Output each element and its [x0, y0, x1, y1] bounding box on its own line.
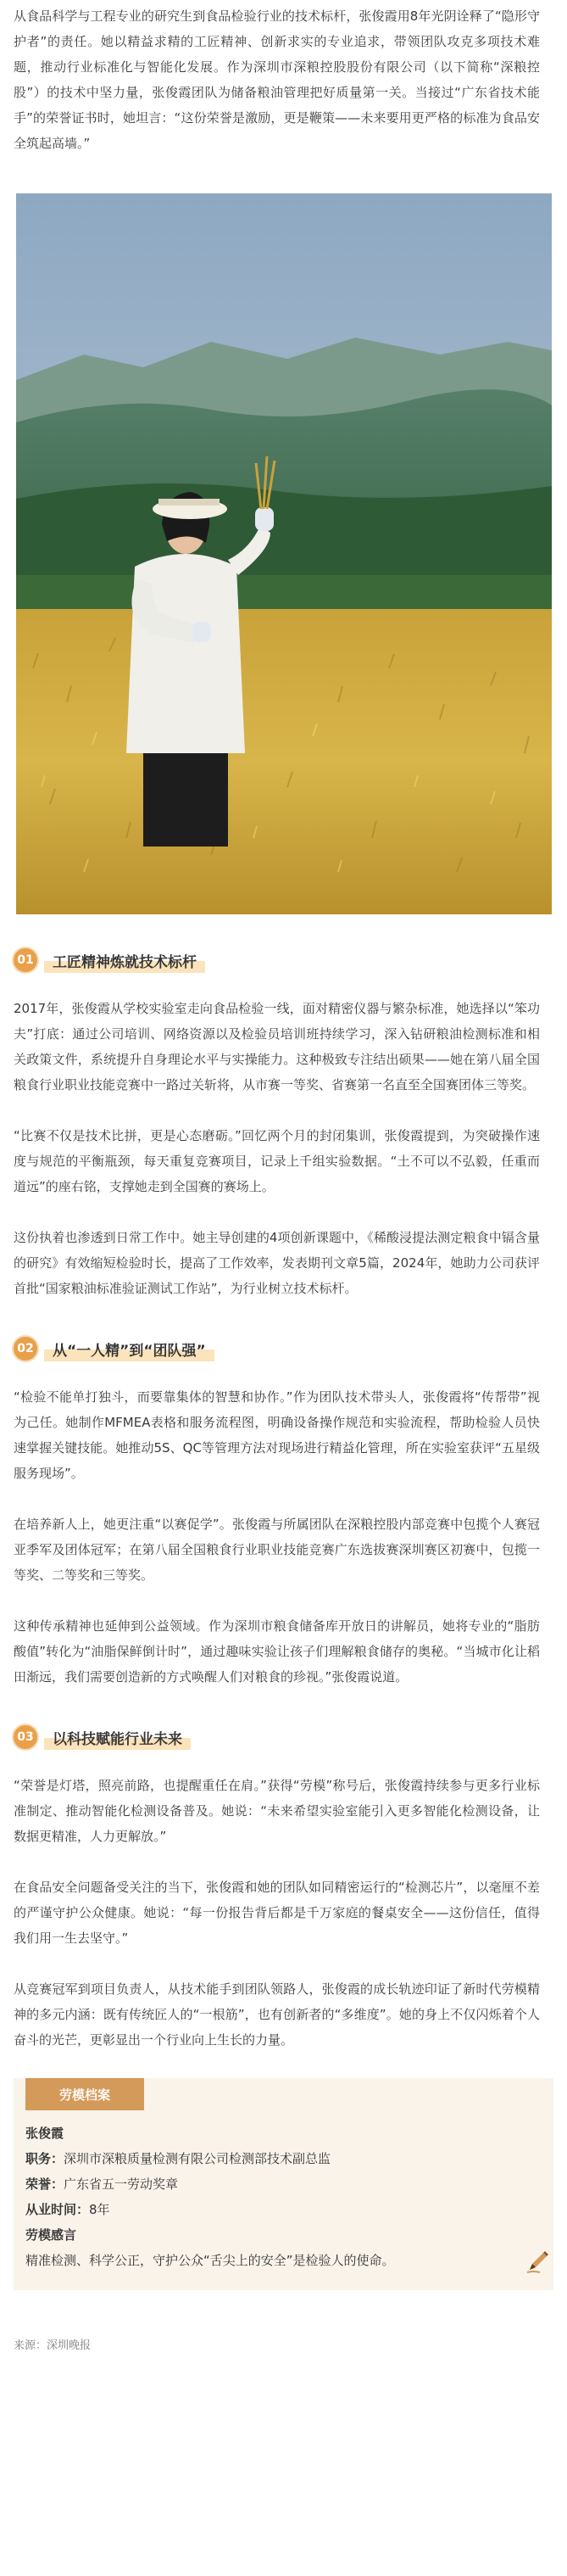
hero-photo: [16, 193, 552, 914]
source-note: 来源：深圳晚报: [14, 2339, 92, 2352]
section-1-heading: [12, 943, 567, 977]
section-2-paragraph-3: 这种传承精神也延伸到公益领域。作为深圳市粮食储备库开放日的讲解员，她将专业的“脂肪酸值”转化为“油脂保鲜倒计时”，通过趣味实验让孩子们理解粮食储存的奥秘。“当城市化让稻田渐远，我们需要创造新的方式唤醒人们对粮食的珍视。”张俊霞说道。: [14, 1618, 540, 1685]
profile-body: [25, 2121, 542, 2273]
profile-card: [14, 2078, 553, 2290]
profile-row-years: 从业时间：8年: [25, 2202, 110, 2217]
section-3-paragraph-3: 从竞赛冠军到项目负责人，从技术能手到团队领路人，张俊霞的成长轨迹印证了新时代劳模精神的多元内涵：既有传统匠人的“一根筋”，也有创新者的“多维度”。她的身上不仅闪烁着个人奋斗的光芒，更彰显出一个行业向上生长的力量。: [14, 1981, 540, 2048]
section-2-heading: [12, 1332, 567, 1366]
section-3-title: 以科技赋能行业未来: [44, 1724, 191, 1750]
profile-row-honor: 荣誉：广东省五一劳动奖章: [25, 2176, 179, 2192]
intro-paragraph: 从食品科学与工程专业的研究生到食品检验行业的技术标杆，张俊霞用8年光阴诠释了“隐形守护者”的责任。她以精益求精的工匠精神、创新求实的专业追求，带领团队攻克多项技术难题，推动行业标准化与智能化发展。作为深圳市深粮控股股份有限公司（以下简称“深粮控股”）的技术中坚力量，张俊霞团队为储备粮油管理把好质量第一关。当接过“广东省技术能手”的荣誉证书时，她坦言：“这份荣誉是激励，更是鞭策——未来要用更严格的标准为食品安全筑起高墙。”: [14, 8, 540, 151]
section-3-paragraph-2: 在食品安全问题备受关注的当下，张俊霞和她的团队如同精密运行的“检测芯片”，以毫厘不差的严谨守护公众健康。她说：“每一份报告背后都是千万家庭的餐桌安全——这份信任，值得我们用一生去坚守。”: [14, 1880, 540, 1946]
section-1-title: 工匠精神炼就技术标杆: [44, 947, 205, 973]
section-3-paragraph-1: “荣誉是灯塔，照亮前路，也提醒重任在肩。”获得“劳模”称号后，张俊霞持续参与更多行业标准制定、推动智能化检测设备普及。她说：“未来希望实验室能引入更多智能化检测设备，让数据更精准，人力更解放。”: [14, 1778, 540, 1844]
section-1-number: 01: [12, 947, 39, 974]
section-2-title: 从“一人精”到“团队强”: [44, 1336, 214, 1361]
section-2-number: 02: [12, 1335, 39, 1362]
profile-tab: 劳模档案: [25, 2078, 144, 2110]
profile-row-position: 职务：深圳市深粮质量检测有限公司检测部技术副总监: [25, 2151, 331, 2166]
section-1-paragraph-2: “比赛不仅是技术比拼，更是心态磨砺。”回忆两个月的封闭集训，张俊霞提到，为突破操作速度与规范的平衡瓶颈，每天重复竞赛项目，记录上千组实验数据。“土不可以不弘毅，任重而道远”的座右铭，支撑她走到全国赛的赛场上。: [14, 1128, 540, 1194]
section-1-paragraph-1: 2017年，张俊霞从学校实验室走向食品检验一线，面对精密仪器与繁杂标准，她选择以“笨功夫”打底：通过公司培训、网络资源以及检验员培训班持续学习，深入钻研粮油检测标准和相关政策文件，系统提升自身理论水平与实操能力。这种极致专注结出硕果——她在第八届全国粮食行业职业技能竞赛中一路过关斩将，从市赛一等奖、省赛第一名直至全国赛团体三等奖。: [14, 1001, 540, 1092]
section-2-paragraph-1: “检验不能单打独斗，而要靠集体的智慧和协作。”作为团队技术带头人，张俊霞将“传帮带”视为己任。她制作MFMEA表格和服务流程图，明确设备操作规范和实验流程，帮助检验人员快速掌握关键技能。她推动5S、QC等管理方法对现场进行精益化管理，所在实验室获评“五星级服务现场”。: [14, 1389, 540, 1481]
profile-motto-label: 劳模感言: [25, 2227, 77, 2243]
section-1-paragraph-3: 这份执着也渗透到日常工作中。她主导创建的4项创新课题中，《稀酸浸提法测定粮食中镉含量的研究》有效缩短检验时长，提高了工作效率，发表期刊文章5篇，2024年，她助力公司获评首批“国家粮油标准验证测试工作站”，为行业树立技术标杆。: [14, 1230, 540, 1296]
profile-name: 张俊霞: [25, 2126, 64, 2141]
section-2-paragraph-2: 在培养新人上，她更注重“以赛促学”。张俊霞与所属团队在深粮控股内部竞赛中包揽个人赛冠亚季军及团体冠军；在第八届全国粮食行业职业技能竞赛广东选拔赛深圳赛区初赛中，包揽一等奖、二等奖和三等奖。: [14, 1517, 540, 1583]
pen-icon: [525, 2248, 552, 2275]
section-3-number: 03: [12, 1724, 39, 1751]
profile-motto: 精准检测、科学公正，守护公众“舌尖上的安全”是检验人的使命。: [25, 2253, 395, 2268]
section-3-heading: [12, 1720, 567, 1754]
